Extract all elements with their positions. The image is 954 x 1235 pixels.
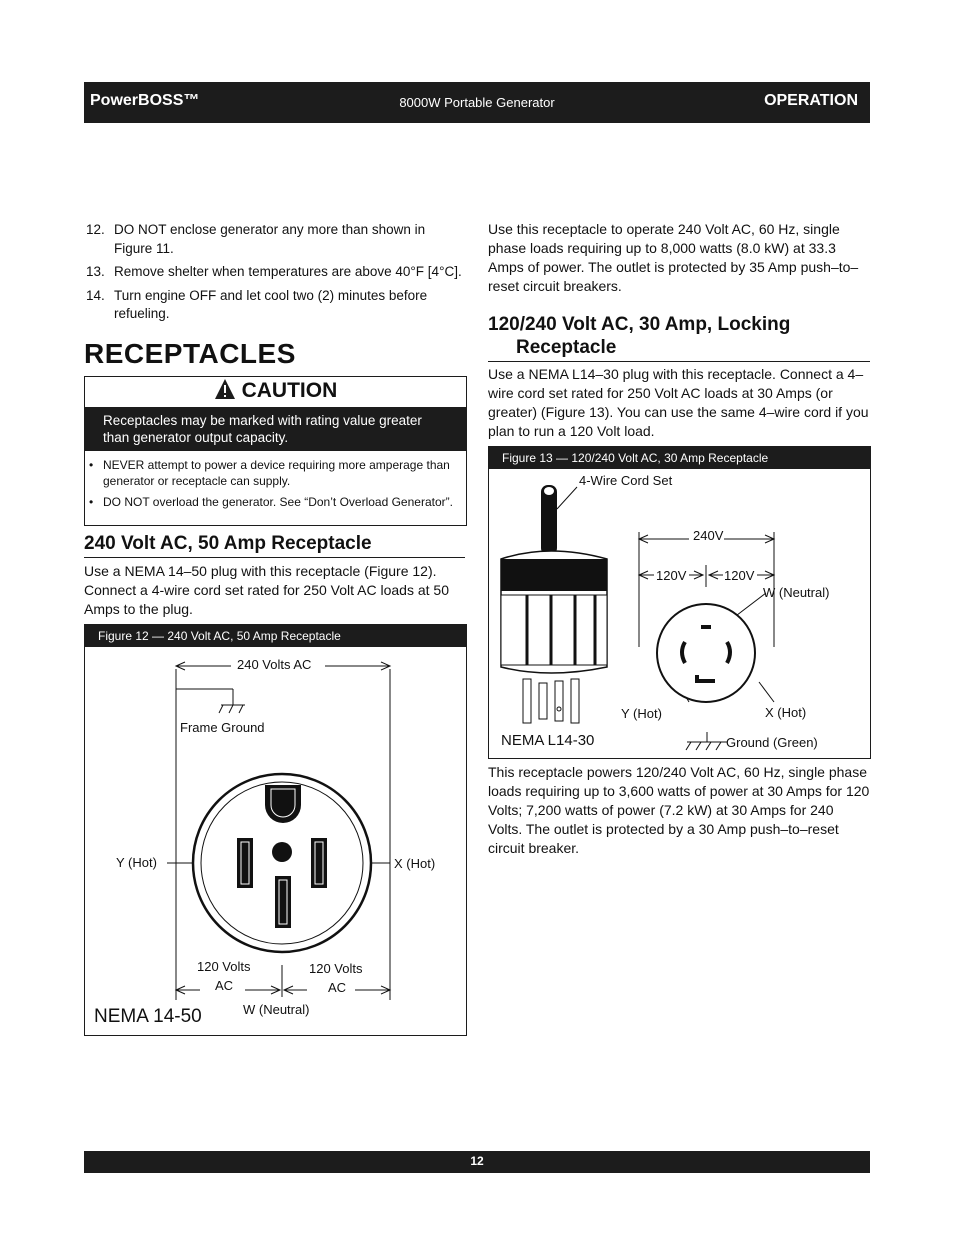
page-header bbox=[84, 82, 870, 123]
section-120-heading bbox=[488, 313, 870, 359]
right-outro-text: This receptacle powers 120/240 Volt AC, 60 Hz, single phase loads requiring up to 3,600 watts of power at 30 Amps for 120 Volts; 7,200 watts of power (7.2 kW) at 30 Amps for 240 Volts. The outlet is protected by a 30 Amp push–to–reset circuit breaker. bbox=[488, 764, 870, 856]
brand-name: PowerBOSS™ bbox=[90, 92, 200, 109]
label-120-left-ac: AC bbox=[215, 978, 234, 993]
label-240v: 240V bbox=[693, 528, 724, 543]
caution-title: CAUTION bbox=[241, 379, 338, 402]
section-240-title: 240 Volt AC, 50 Amp Receptacle bbox=[84, 533, 372, 554]
section-120-title-2: Receptacle bbox=[516, 337, 617, 358]
label-y-hot: Y (Hot) bbox=[116, 855, 157, 870]
divider bbox=[84, 557, 465, 558]
bullet-text: NEVER attempt to power a device requiring more amperage than generator or receptacle can supply. bbox=[103, 458, 450, 488]
label-y-hot: Y (Hot) bbox=[621, 706, 662, 721]
caution-header bbox=[85, 377, 466, 407]
step-number: 13. bbox=[86, 264, 105, 279]
step-number: 12. bbox=[86, 222, 105, 237]
label-ground-green: Ground (Green) bbox=[726, 735, 818, 750]
section-name: OPERATION bbox=[764, 92, 858, 109]
section-240-text: Use a NEMA 14–50 plug with this receptacle (Figure 12). Connect a 4-wire cord set rated for 250 Volt AC loads at 50 Amps to the plug. bbox=[84, 563, 449, 617]
figure-13 bbox=[488, 446, 871, 759]
figure-13-caption: Figure 13 — 120/240 Volt AC, 30 Amp Receptacle bbox=[489, 447, 870, 469]
list-item bbox=[86, 221, 466, 258]
list-item: • DO NOT overload the generator. See “Don’t Overload Generator”. bbox=[89, 495, 453, 509]
receptacles-heading: RECEPTACLES bbox=[84, 338, 296, 369]
label-240-volts: 240 Volts AC bbox=[237, 657, 312, 672]
label-cord-set: 4-Wire Cord Set bbox=[579, 473, 673, 488]
label-w-neutral: W (Neutral) bbox=[243, 1002, 310, 1017]
bullet-text: DO NOT overload the generator. See “Don’t Overload Generator”. bbox=[103, 495, 453, 509]
label-x-hot: X (Hot) bbox=[765, 705, 807, 720]
product-name: 8000W Portable Generator bbox=[399, 95, 555, 110]
step-list bbox=[86, 221, 466, 324]
step-text: DO NOT enclose generator any more than shown in Figure 11. bbox=[114, 222, 426, 256]
step-number: 14. bbox=[86, 287, 105, 303]
label-120-left: 120 Volts bbox=[197, 959, 251, 974]
label-w-neutral: W (Neutral) bbox=[763, 585, 830, 600]
label-x-hot: X (Hot) bbox=[394, 856, 436, 871]
label-120-right: 120 Volts bbox=[309, 961, 363, 976]
figure-12 bbox=[84, 624, 467, 1036]
caution-box bbox=[84, 376, 467, 526]
label-120v-left: 120V bbox=[656, 568, 687, 583]
list-item bbox=[86, 287, 466, 324]
figure-12-caption: Figure 12 — 240 Volt AC, 50 Amp Receptacle bbox=[85, 625, 466, 647]
section-120-title-1: 120/240 Volt AC, 30 Amp, Locking bbox=[488, 314, 791, 335]
list-item: • NEVER attempt to power a device requiring more amperage than generator or receptacle can supply. bbox=[89, 458, 450, 488]
label-120-right-ac: AC bbox=[328, 980, 347, 995]
label-nema-l14-30: NEMA L14-30 bbox=[501, 732, 595, 749]
nema-l14-30-diagram bbox=[489, 447, 870, 758]
label-nema-14-50: NEMA 14-50 bbox=[94, 1006, 202, 1027]
section-120-text: Use a NEMA L14–30 plug with this receptacle. Connect a 4–wire cord set rated for 250 Volt AC loads at 30 Amps (or greater) (Figure 13). You can use the same 4–wire cord if you plan to run a 120 Volt load. bbox=[488, 366, 869, 439]
caution-bar-text: Receptacles may be marked with rating value greater than generator output capacity. bbox=[85, 407, 466, 451]
label-frame-ground: Frame Ground bbox=[180, 720, 265, 735]
label-120v-right: 120V bbox=[724, 568, 755, 583]
caution-bullets bbox=[85, 451, 466, 519]
step-text: Remove shelter when temperatures are above 40°F [4°C]. bbox=[114, 264, 462, 279]
step-list-container bbox=[86, 221, 466, 329]
divider bbox=[488, 361, 870, 362]
page-footer bbox=[84, 1151, 870, 1173]
step-text: Turn engine OFF and let cool two (2) minutes before refueling. bbox=[114, 287, 428, 321]
list-item bbox=[86, 263, 466, 282]
nema-14-50-diagram bbox=[85, 625, 466, 1035]
warning-icon bbox=[214, 378, 236, 400]
right-intro-text: Use this receptacle to operate 240 Volt AC, 60 Hz, single phase loads requiring up to 8,000 watts (8.0 kW) at 33.3 Amps of power. The outlet is protected by 35 Amp push–to–reset circuit breakers. bbox=[488, 221, 859, 294]
page-number: 12 bbox=[470, 1154, 484, 1168]
